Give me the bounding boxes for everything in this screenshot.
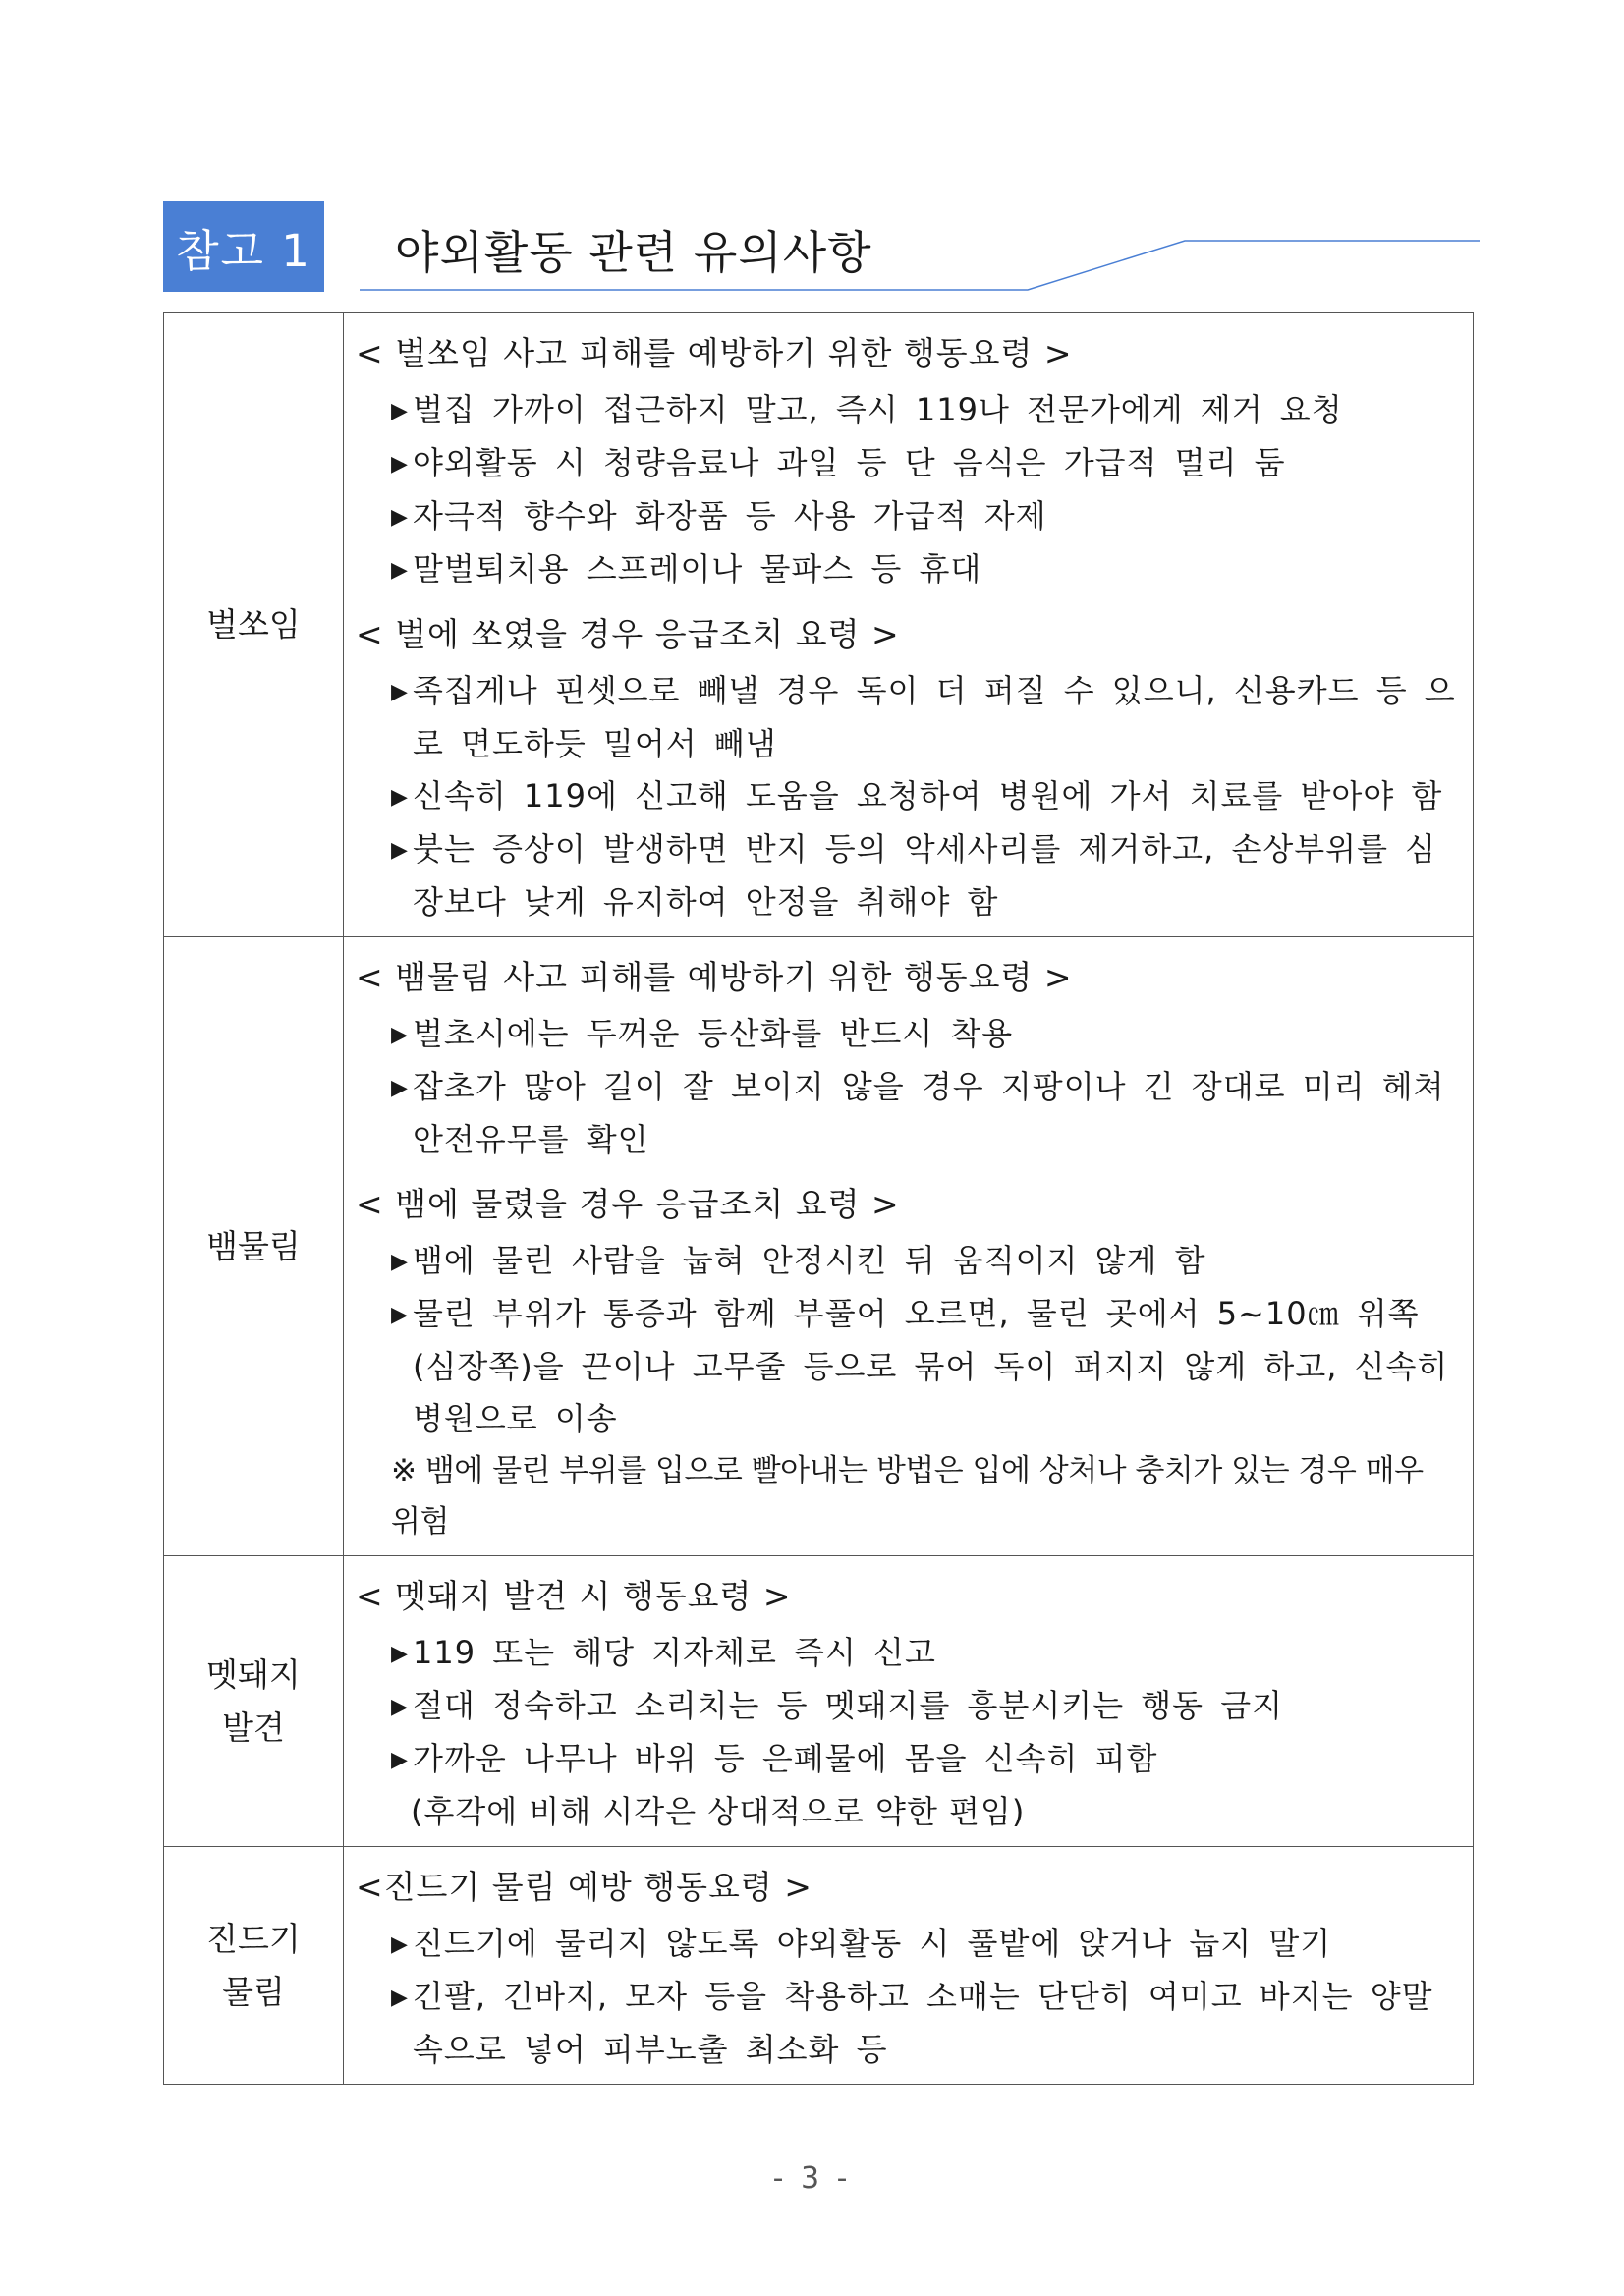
triangle-bullet-icon: ▶ bbox=[391, 680, 409, 704]
table-row bbox=[164, 1847, 1474, 2085]
triangle-bullet-icon: ▶ bbox=[391, 452, 409, 476]
triangle-bullet-icon: ▶ bbox=[391, 1303, 409, 1327]
page-number: - 3 - bbox=[772, 2161, 852, 2196]
list-item bbox=[356, 1288, 1461, 1445]
list-item-text: 가까운 나무나 바위 등 은폐물에 몸을 신속히 피함 bbox=[413, 1740, 1158, 1777]
list-item-text: 잡초가 많아 길이 잘 보이지 않을 경우 지팡이나 긴 장대로 미리 헤쳐 안전유무를 확인 bbox=[413, 1068, 1445, 1158]
list-item-text: 119 또는 해당 지자체로 즉시 신고 bbox=[413, 1634, 936, 1671]
page-title: 야외활동 관련 유의사항 bbox=[395, 226, 872, 279]
triangle-bullet-icon: ▶ bbox=[391, 1023, 409, 1047]
list-item bbox=[356, 665, 1461, 770]
list-item bbox=[356, 1627, 1461, 1680]
triangle-bullet-icon: ▶ bbox=[391, 1695, 409, 1719]
list-item bbox=[356, 1061, 1461, 1166]
category-cell bbox=[164, 1847, 344, 2085]
list-item bbox=[356, 1971, 1461, 2076]
triangle-bullet-icon: ▶ bbox=[391, 1642, 409, 1666]
list-item bbox=[356, 1680, 1461, 1733]
list-item bbox=[356, 770, 1461, 823]
list-item bbox=[356, 437, 1461, 490]
category-cell bbox=[164, 937, 344, 1556]
list-item-text: 절대 정숙하고 소리치는 등 멧돼지를 흥분시키는 행동 금지 bbox=[413, 1687, 1284, 1724]
list-item-text: 벌초시에는 두꺼운 등산화를 반드시 착용 bbox=[413, 1015, 1014, 1052]
warning-note: ※ 뱀에 물린 부위를 입으로 빨아내는 방법은 입에 상처나 충치가 있는 경우 매우 위험 bbox=[391, 1453, 1424, 1540]
list-item bbox=[356, 1733, 1461, 1786]
table-row bbox=[164, 313, 1474, 937]
triangle-bullet-icon: ▶ bbox=[391, 1932, 409, 1957]
list-item-text: 뱀에 물린 사람을 눕혀 안정시킨 뒤 움직이지 않게 함 bbox=[413, 1242, 1206, 1279]
precautions-table-body bbox=[164, 313, 1474, 2085]
list-item bbox=[356, 823, 1461, 928]
list-item bbox=[356, 543, 1461, 596]
triangle-bullet-icon: ▶ bbox=[391, 1076, 409, 1100]
triangle-bullet-icon: ▶ bbox=[391, 1250, 409, 1274]
triangle-bullet-icon: ▶ bbox=[391, 1748, 409, 1772]
triangle-bullet-icon: ▶ bbox=[391, 785, 409, 810]
precautions-table bbox=[163, 312, 1474, 2085]
content-cell bbox=[344, 937, 1474, 1556]
category-label: 멧돼지 bbox=[206, 1654, 301, 1694]
triangle-bullet-icon: ▶ bbox=[391, 1986, 409, 2010]
section-title: < 뱀에 물렸을 경우 응급조치 요령 > bbox=[356, 1185, 900, 1223]
list-item-text: 붓는 증상이 발생하면 반지 등의 악세사리를 제거하고, 손상부위를 심장보다 낮게 유지하여 안정을 취해야 함 bbox=[413, 830, 1437, 921]
list-item bbox=[356, 1918, 1461, 1971]
section-header bbox=[163, 201, 1480, 292]
supplementary-text: (후각에 비해 시각은 상대적으로 약한 편임) bbox=[411, 1793, 1026, 1830]
category-label: 벌쏘임 bbox=[206, 605, 301, 644]
list-item-text: 긴팔, 긴바지, 모자 등을 착용하고 소매는 단단히 여미고 바지는 양말 속으로 넣어 피부노출 최소화 등 bbox=[413, 1978, 1433, 2068]
category-label: 발견 bbox=[222, 1708, 285, 1747]
list-item-text: 진드기에 물리지 않도록 야외활동 시 풀밭에 앉거나 눕지 말기 bbox=[413, 1925, 1332, 1962]
category-cell bbox=[164, 313, 344, 937]
category-cell bbox=[164, 1556, 344, 1847]
category-label: 물림 bbox=[222, 1972, 285, 2011]
section-title: < 벌쏘임 사고 피해를 예방하기 위한 행동요령 > bbox=[356, 334, 1073, 372]
table-row bbox=[164, 1556, 1474, 1847]
triangle-bullet-icon: ▶ bbox=[391, 838, 409, 863]
triangle-bullet-icon: ▶ bbox=[391, 558, 409, 583]
table-row bbox=[164, 937, 1474, 1556]
list-item-text: 야외활동 시 청량음료나 과일 등 단 음식은 가급적 멀리 둠 bbox=[413, 444, 1286, 481]
list-item bbox=[356, 384, 1461, 437]
section-title: < 벌에 쏘였을 경우 응급조치 요령 > bbox=[356, 615, 900, 653]
list-item-text: 물린 부위가 통증과 함께 부풀어 오르면, 물린 곳에서 5~10㎝ 위쪽(심장쪽)을 끈이나 고무줄 등으로 묶어 독이 퍼지지 않게 하고, 신속히 병원으로 이송 bbox=[413, 1295, 1449, 1437]
category-label: 뱀물림 bbox=[206, 1226, 301, 1265]
list-item-text: 말벌퇴치용 스프레이나 물파스 등 휴대 bbox=[413, 550, 982, 588]
list-item-text: 벌집 가까이 접근하지 말고, 즉시 119나 전문가에게 제거 요청 bbox=[413, 391, 1343, 428]
triangle-bullet-icon: ▶ bbox=[391, 505, 409, 530]
header-underline bbox=[163, 201, 1480, 292]
list-item bbox=[356, 1008, 1461, 1061]
section-title: < 뱀물림 사고 피해를 예방하기 위한 행동요령 > bbox=[356, 958, 1073, 996]
reference-tag: 참고 1 bbox=[163, 201, 324, 292]
content-cell bbox=[344, 1556, 1474, 1847]
section-title: < 멧돼지 발견 시 행동요령 > bbox=[356, 1577, 792, 1615]
triangle-bullet-icon: ▶ bbox=[391, 399, 409, 423]
category-label: 진드기 bbox=[206, 1919, 301, 1958]
list-item bbox=[356, 490, 1461, 543]
content-cell bbox=[344, 313, 1474, 937]
list-item-text: 족집게나 핀셋으로 빼낼 경우 독이 더 퍼질 수 있으니, 신용카드 등 으로 면도하듯 밀어서 빼냄 bbox=[413, 672, 1456, 762]
section-title: <진드기 물림 예방 행동요령 > bbox=[356, 1868, 812, 1906]
list-item-text: 신속히 119에 신고해 도움을 요청하여 병원에 가서 치료를 받아야 함 bbox=[413, 777, 1443, 814]
list-item-text: 자극적 향수와 화장품 등 사용 가급적 자제 bbox=[413, 497, 1047, 534]
list-item bbox=[356, 1235, 1461, 1288]
content-cell bbox=[344, 1847, 1474, 2085]
